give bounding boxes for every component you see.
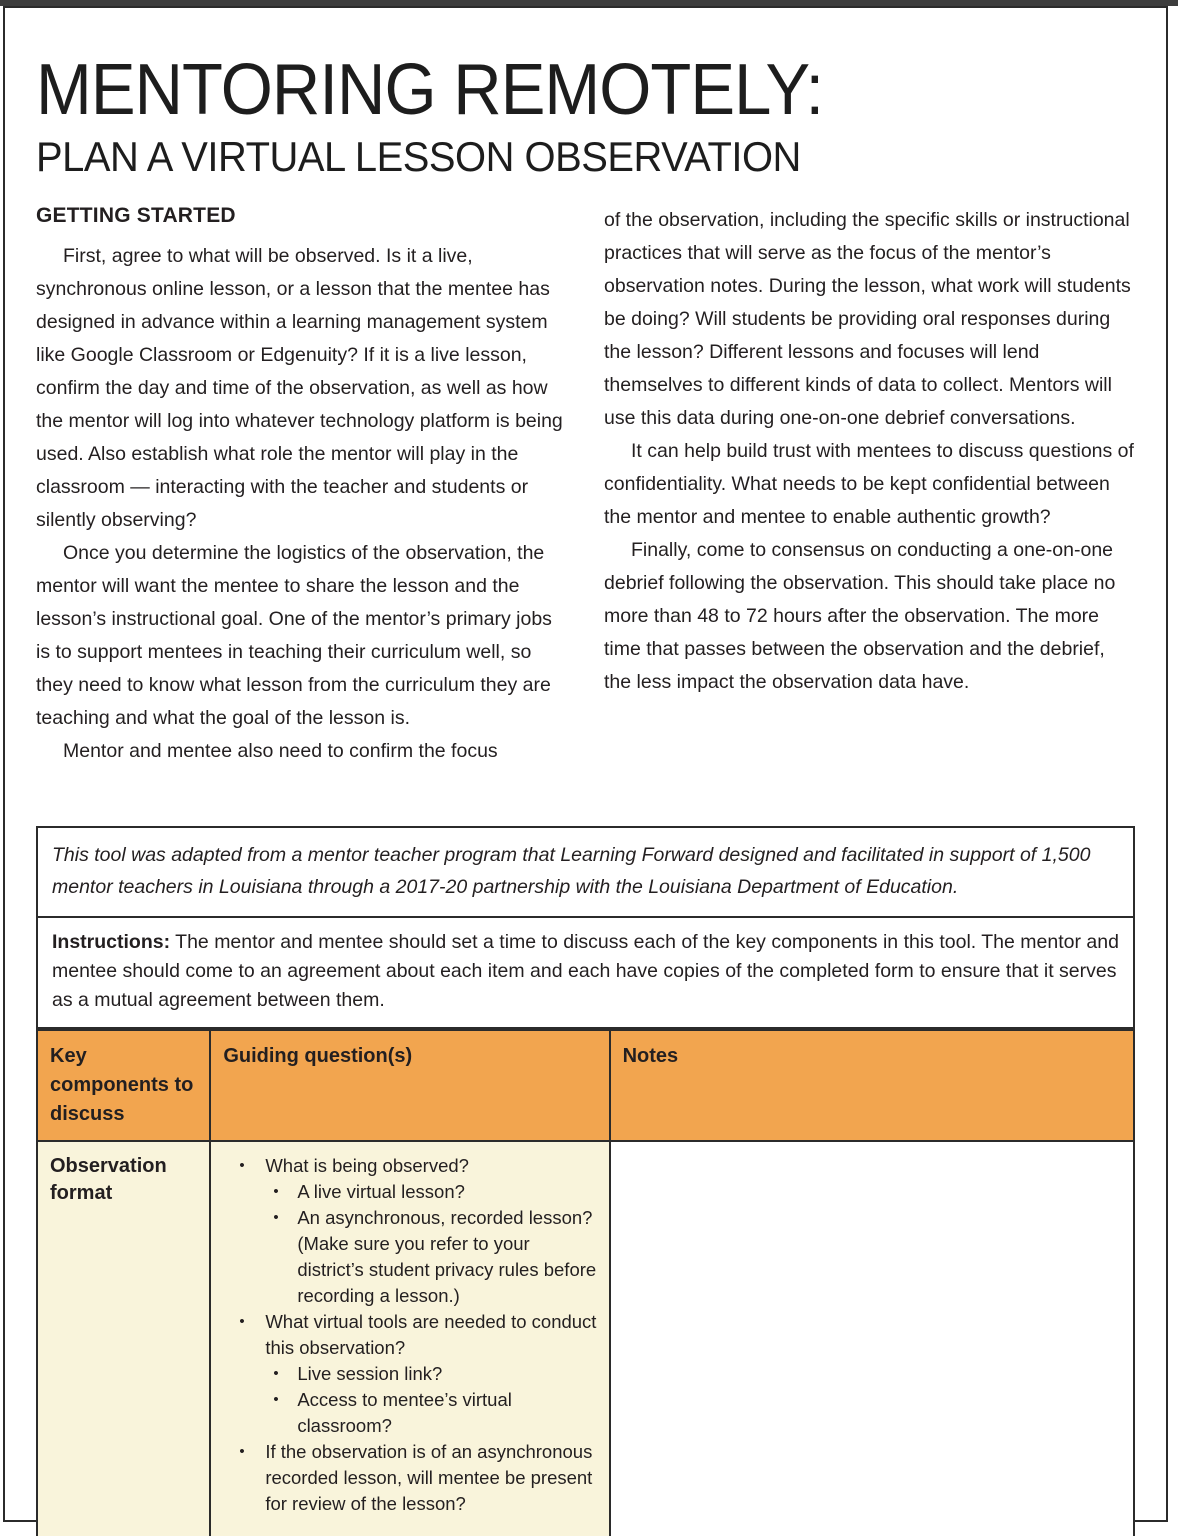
body-paragraph: Mentor and mentee also need to confirm the focus (63, 740, 498, 762)
header-key-components: Key components to discuss (37, 1030, 210, 1141)
adaptation-note-text: This tool was adapted from a mentor teacher program that Learning Forward designed and facilitated in support of 1,500 mentor teachers in Louisiana through a 2017-20 partnership with the Louisiana Department of Education. (52, 844, 1091, 898)
table-row (37, 1141, 1134, 1536)
right-column (604, 204, 1134, 768)
cell-guiding-questions (210, 1141, 609, 1536)
instructions-paragraph (52, 928, 1119, 1015)
title-block (36, 52, 1135, 182)
body-paragraph: Finally, come to consensus on conducting a one-on-one debrief following the observation. This should take place no more than 48 to 72 hours after the observation. The more time that passes between the observation and the debrief, the less impact the observation data have. (604, 539, 1116, 693)
guiding-question-item: • What is being observed? (223, 1153, 596, 1179)
document-title: MENTORING REMOTELY: (36, 50, 824, 130)
instructions-box (36, 918, 1135, 1029)
body-paragraph: First, agree to what will be observed. Is it a live, synchronous online lesson, or a lesson that the mentee has designed in advance within a learning management system like Google Classroom or Edgenuity? If it is a live lesson, confirm the day and time of the observation, as well as how the mentor will log into whatever technology platform is being used. Also establish what role the mentor will play in the classroom — interacting with the teacher and students or silently observing? (36, 245, 563, 531)
table-header-row (37, 1030, 1134, 1141)
document-page (3, 6, 1168, 1522)
body-paragraph: Once you determine the logistics of the observation, the mentor will want the mentee to share the lesson and the lesson’s instructional goal. One of the mentor’s primary jobs is to support mentees in teaching their curriculum well, so they need to know what lesson from the curriculum they are teaching and what the goal of the lesson is. (36, 542, 552, 729)
getting-started-heading: GETTING STARTED (36, 204, 236, 227)
instructions-label: Instructions: (52, 931, 171, 953)
adaptation-note-box (36, 826, 1135, 918)
instructions-text: The mentor and mentee should set a time to discuss each of the key components in this tool. The mentor and mentee should come to an agreement about each item and each have copies of the completed form to ensure that it serves as a mutual agreement between them. (52, 931, 1119, 1011)
header-notes: Notes (610, 1030, 1134, 1141)
guiding-question-item: • Access to mentee’s virtual classroom? (223, 1387, 596, 1439)
cell-key-component: Observation format (37, 1141, 210, 1536)
body-columns (36, 204, 1135, 768)
guiding-question-item: • What virtual tools are needed to conduct this observation? (223, 1309, 596, 1361)
guiding-question-item: • If the observation is of an asynchronous recorded lesson, will mentee be present for review of the lesson? (223, 1439, 596, 1517)
agreement-table (36, 1029, 1135, 1536)
guiding-question-item: • A live virtual lesson? (223, 1179, 596, 1205)
header-guiding-questions: Guiding question(s) (210, 1030, 609, 1141)
left-column (36, 204, 566, 768)
body-paragraph: It can help build trust with mentees to discuss questions of confidentiality. What needs to be kept confidential between the mentor and mentee to enable authentic growth? (604, 440, 1134, 528)
body-paragraph: of the observation, including the specific skills or instructional practices that will serve as the focus of the mentor’s observation notes. During the lesson, what work will students be doing? Will students be providing oral responses during the lesson? Different lessons and focuses will lend themselves to different kinds of data to collect. Mentors will use this data during one-on-one debrief conversations. (604, 209, 1131, 429)
cell-notes (610, 1141, 1134, 1536)
guiding-question-item: • An asynchronous, recorded lesson? (Make sure you refer to your district’s student privacy rules before recording a lesson.) (223, 1205, 596, 1309)
guiding-question-item: • Live session link? (223, 1361, 596, 1387)
document-subtitle: PLAN A VIRTUAL LESSON OBSERVATION (36, 133, 801, 180)
